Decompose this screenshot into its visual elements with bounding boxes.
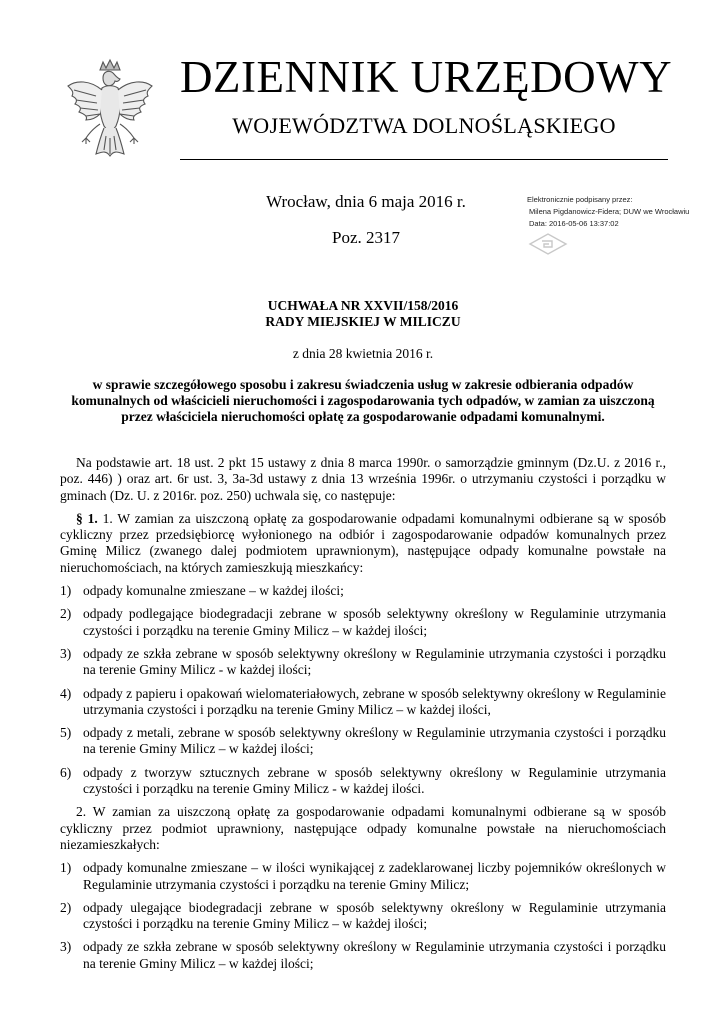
signature-date: Data: 2016-05-06 13:37:02 bbox=[529, 219, 619, 228]
resolution-subject: w sprawie szczegółowego sposobu i zakresu świadczenia usług w zakresie odbierania odpadów komunalnych od właścicieli nieruchomości i zagospodarowania tych odpadów, w zamian za uiszczoną przez właściciela nieruchomości opłatę za gospodarowanie odpadami komunalnymi. bbox=[71, 377, 655, 424]
list-item: 1) odpady komunalne zmieszane – w ilości wynikającej z zadeklarowanej liczby pojemników określonych w Regulaminie utrzymania czystości i porządku na terenie Gminy Milicz; bbox=[60, 860, 666, 892]
list-item: 6) odpady z tworzyw sztucznych zebrane w sposób selektywny określony w Regulaminie utrzymania czystości i porządku na terenie Gminy Milicz - w każdej ilości. bbox=[60, 764, 666, 797]
signature-stamp-icon bbox=[528, 232, 568, 256]
resolution-number: UCHWAŁA NR XXVII/158/2016 bbox=[267, 298, 459, 313]
list-item: 5) odpady z metali, zebrane w sposób selektywny określony w Regulaminie utrzymania czystości i porządku na terenie Gminy Milicz – w każdej ilości; bbox=[60, 725, 666, 757]
position-number: Poz. 2317 bbox=[332, 228, 400, 247]
list-item: 2) odpady podlegające biodegradacji zebrane w sposób selektywny określony w Regulaminie utrzymania czystości i porządku na terenie Gminy Milicz – w każdej ilości; bbox=[60, 606, 666, 638]
list-item: 4) odpady z papieru i opakowań wielomateriałowych, zebrane w sposób selektywny określony w Regulaminie utrzymania czystości i porządku na terenie Gminy Milicz – w każdej ilości, bbox=[60, 685, 666, 717]
resolution-title bbox=[60, 298, 666, 330]
publication-place-date: Wrocław, dnia 6 maja 2016 r. bbox=[266, 192, 466, 211]
document-body bbox=[60, 455, 666, 979]
section-1-label: § 1. bbox=[76, 510, 98, 526]
signature-signer: Milena Pigdanowicz-Fidera; DUW we Wrocławiu bbox=[529, 207, 690, 216]
section-1-point-2-paragraph: 2. W zamian za uiszczoną opłatę za gospodarowanie odpadami komunalnymi odbierane są w sposób cykliczny przez podmiot uprawniony, następujące odpady komunalne powstałe na nieruchomościach niezamieszkałych: bbox=[60, 804, 666, 852]
legal-basis-paragraph: Na podstawie art. 18 ust. 2 pkt 15 ustawy z dnia 8 marca 1990r. o samorządzie gminnym (Dz.U. z 2016 r., poz. 446) ) oraz art. 6r ust. 3, 3a-3d ustawy z dnia 13 września 1996r. o utrzymaniu czystości i porządku w gminach (Dz. U. z 2016r. poz. 250) uchwala się, co następuje: bbox=[60, 455, 666, 503]
list-item: 2) odpady ulegające biodegradacji zebrane w sposób selektywny określony w Regulaminie utrzymania czystości i porządku na terenie Gminy Milicz – w każdej ilości; bbox=[60, 899, 666, 932]
section-1-paragraph bbox=[60, 511, 666, 576]
signature-label: Elektronicznie podpisany przez: bbox=[527, 195, 633, 204]
electronic-signature bbox=[527, 194, 717, 230]
list-item: 1) odpady komunalne zmieszane – w każdej ilości; bbox=[60, 583, 344, 599]
eagle-emblem-icon bbox=[62, 56, 158, 168]
resolution-council: RADY MIEJSKIEJ W MILICZU bbox=[265, 314, 461, 329]
resolution-date: z dnia 28 kwietnia 2016 r. bbox=[292, 346, 434, 361]
list-item: 3) odpady ze szkła zebrane w sposób selektywny określony w Regulaminie utrzymania czystości i porządku na terenie Gminy Milicz - w każdej ilości; bbox=[60, 645, 666, 678]
masthead-divider bbox=[180, 159, 668, 160]
section-1-text: 1. W zamian za uiszczoną opłatę za gospodarowanie odpadami komunalnymi odbierane są w sposób cykliczny przez przedsiębiorcę wyłonionego na odbiór i zagospodarowanie odpadów komunalnych przez Gminę Milicz (zwanego dalej podmiotem uprawnionym), następujące odpady komunalne powstałe na nieruchomościach, na których zamieszkują mieszkańcy: bbox=[60, 510, 667, 575]
list-item: 3) odpady ze szkła zebrane w sposób selektywny określony w Regulaminie utrzymania czystości i porządku na terenie Gminy Milicz – w każdej ilości; bbox=[60, 939, 666, 971]
masthead-subtitle: WOJEWÓDZTWA DOLNOŚLĄSKIEGO bbox=[232, 113, 616, 138]
masthead-title: DZIENNIK URZĘDOWY bbox=[180, 52, 673, 102]
